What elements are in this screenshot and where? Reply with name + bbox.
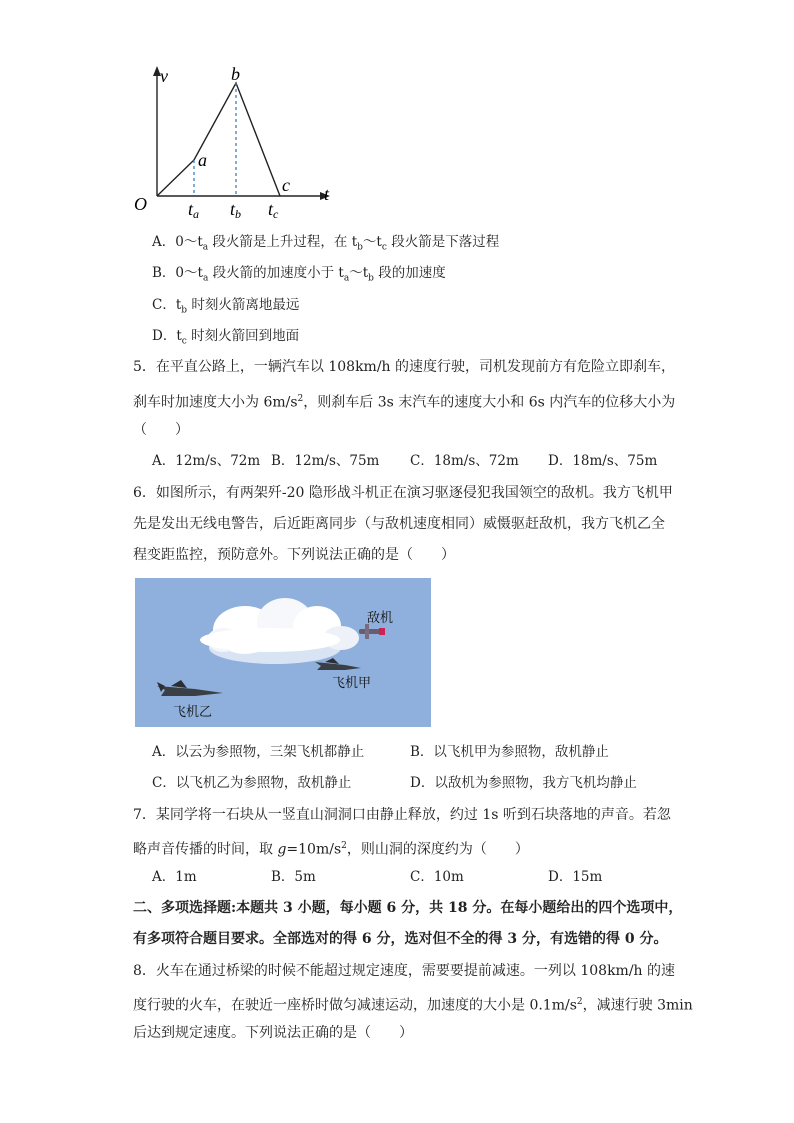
- q6-option-d: D．以敌机为参照物，我方飞机均静止: [410, 775, 637, 791]
- enemy-plane-icon: [359, 624, 385, 639]
- point-c-label: c: [282, 175, 290, 195]
- q6-line-3: 程变距监控，预防意外。下列说法正确的是（ ）: [133, 547, 455, 563]
- tick-b-label: tb: [230, 199, 242, 221]
- v-axis-label: v: [160, 66, 168, 86]
- vt-line: [157, 83, 280, 196]
- q7-line-2: 略声音传播的时间，取 $g=10m/s^2$，则山洞的深度约为（ ）: [133, 841, 529, 858]
- tick-a-label: ta: [188, 199, 200, 221]
- q4-option-b: B．$0\sim t_a$ 段火箭的加速度小于 $t_a\sim t_b$ 段的加速度: [152, 265, 446, 284]
- q5-option-a: A．12m/s、72m: [152, 453, 261, 469]
- q6-option-b: B．以飞机甲为参照物，敌机静止: [410, 744, 609, 760]
- velocity-time-graph: [128, 60, 348, 225]
- q4-option-c: C．$t_b$ 时刻火箭离地最远: [152, 297, 300, 316]
- origin-label: O: [134, 194, 147, 214]
- q4-option-d: D．$t_c$ 时刻火箭回到地面: [152, 328, 300, 347]
- tick-c-label: tc: [268, 199, 279, 221]
- sky-scene: [135, 578, 431, 727]
- q6-line-1: 6．如图所示，有两架歼-20 隐形战斗机正在演习驱逐侵犯我国领空的敌机。我方飞机甲: [133, 485, 673, 501]
- q6-option-a: A．以云为参照物，三架飞机都静止: [152, 744, 365, 760]
- q5-option-d: D．18m/s、75m: [548, 453, 658, 469]
- q5-option-c: C．18m/s、72m: [410, 453, 519, 469]
- plane-yi-label: 飞机乙: [173, 705, 213, 720]
- q8-line-3: 后达到规定速度。下列说法正确的是（ ）: [133, 1025, 413, 1041]
- point-a-label: a: [198, 150, 207, 170]
- plane-jia-icon: [315, 658, 361, 670]
- q5-line-3: （ ）: [133, 422, 189, 438]
- t-axis-label: t: [324, 184, 330, 204]
- q8-line-1: 8．火车在通过桥梁的时候不能超过规定速度，需要要提前减速。一列以 108km/h 的速: [133, 963, 676, 979]
- q5-line-2: 刹车时加速度大小为 $6m/s^2$，则刹车后 3s 末汽车的速度大小和 6s 内汽车的位移大小为: [133, 394, 676, 411]
- q6-line-2: 先是发出无线电警告，后近距离同步（与敌机速度相同）威慑驱赶敌机，我方飞机乙全: [133, 516, 665, 532]
- q5-line-1: 5．在平直公路上，一辆汽车以 108km/h 的速度行驶，司机发现前方有危险立即刹车，: [133, 359, 676, 375]
- q7-option-d: D．15m: [548, 869, 603, 885]
- plane-yi-icon: [157, 680, 223, 696]
- q7-option-c: C．10m: [410, 869, 464, 885]
- plane-jia-label: 飞机甲: [332, 676, 372, 691]
- section-2-heading-line-1: 二、多项选择题:本题共 3 小题，每小题 6 分，共 18 分。在每小题给出的四个选项中，: [133, 900, 683, 916]
- q7-line-1: 7．某同学将一石块从一竖直山洞洞口由静止释放，约过 1s 听到石块落地的声音。若忽: [133, 807, 671, 823]
- cloud-icon: [200, 598, 359, 664]
- enemy-label: 敌机: [367, 611, 394, 626]
- q7-option-b: B．5m: [271, 869, 316, 885]
- q5-option-b: B．12m/s、75m: [271, 453, 380, 469]
- section-2-heading-line-2: 有多项符合题目要求。全部选对的得 6 分，选对但不全的得 3 分，有选错的得 0 分。: [133, 931, 668, 947]
- q4-option-a: A．$0\sim t_a$ 段火箭是上升过程，在 $t_b\sim t_c$ 段火箭是下落过程: [152, 234, 500, 253]
- q6-option-c: C．以飞机乙为参照物，敌机静止: [152, 775, 352, 791]
- point-b-label: b: [231, 64, 240, 84]
- aircraft-illustration: [135, 578, 431, 727]
- q7-option-a: A．1m: [152, 869, 197, 885]
- q8-line-2: 度行驶的火车，在驶近一座桥时做匀减速运动，加速度的大小是 $0.1m/s^2$，减速行驶 3min: [133, 997, 693, 1014]
